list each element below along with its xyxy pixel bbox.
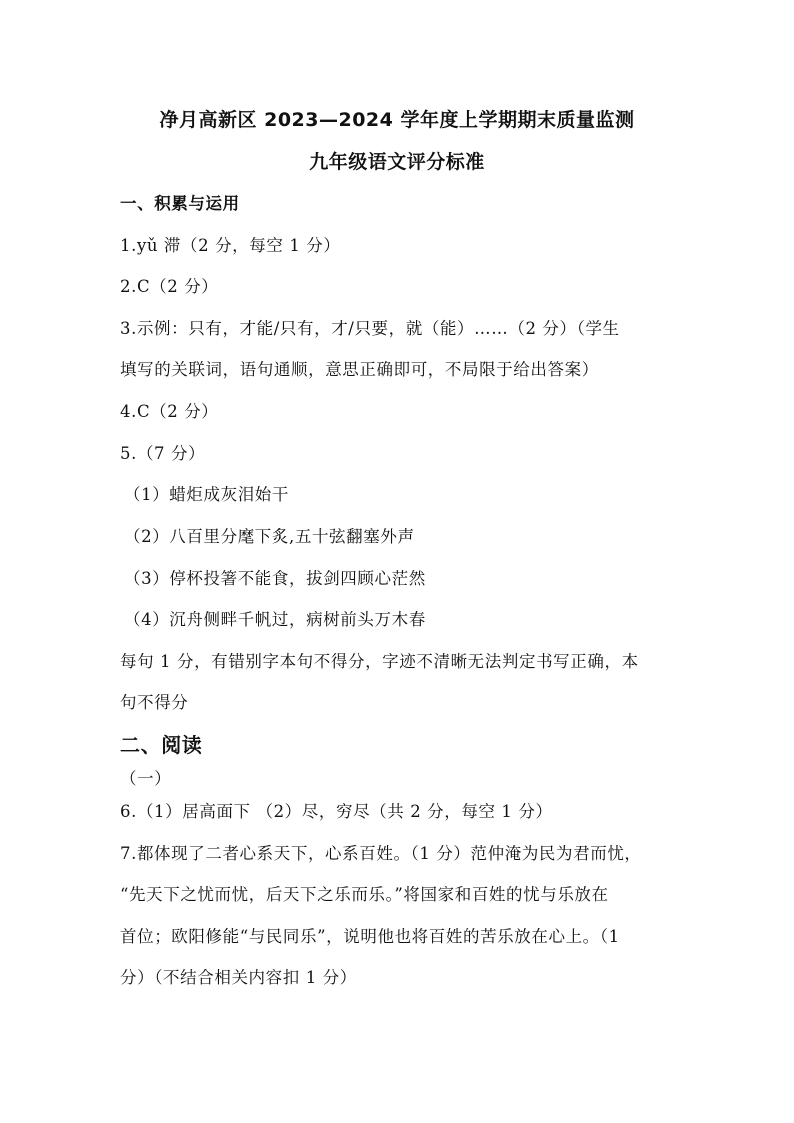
answer-q3-line2: 填写的关联词，语句通顺，意思正确即可，不局限于给出答案） bbox=[120, 360, 599, 379]
answer-q7-line2: “先天下之忧而忧，后天下之乐而乐。”将国家和百姓的忧与乐放在 bbox=[120, 885, 609, 904]
section-heading-1: 一、积累与运用 bbox=[120, 194, 240, 213]
answer-q7-line4: 分）（不结合相关内容扣 1 分） bbox=[120, 968, 357, 987]
answer-q5-item-2: （2）八百里分麾下炙,五十弦翻塞外声 bbox=[124, 527, 415, 546]
answer-q7-line3: 首位；欧阳修能“与民同乐”，说明他也将百姓的苦乐放在心上。（1 bbox=[120, 927, 620, 946]
answer-q7-line1: 7.都体现了二者心系天下，心系百姓。（1 分）范仲淹为民为君而忧， bbox=[120, 844, 642, 863]
subsection-1: （一） bbox=[120, 769, 172, 788]
answer-q4: 4.C（2 分） bbox=[120, 402, 219, 421]
document-subtitle: 九年级语文评分标准 bbox=[309, 151, 485, 173]
scoring-note-line2: 句不得分 bbox=[120, 693, 189, 712]
scoring-note-line1: 每句 1 分，有错别字本句不得分，字迹不清晰无法判定书写正确，本 bbox=[120, 652, 639, 671]
answer-q5-item-3: （3）停杯投箸不能食，拔剑四顾心茫然 bbox=[124, 569, 426, 588]
section-heading-2: 二、阅读 bbox=[120, 733, 203, 757]
document-title: 净月高新区 2023—2024 学年度上学期期末质量监测 bbox=[159, 109, 635, 131]
answer-q5-item-4: （4）沉舟侧畔千帆过，病树前头万木春 bbox=[124, 610, 426, 629]
answer-q6: 6.（1）居高面下 （2）尽，穷尽（共 2 分，每空 1 分） bbox=[120, 802, 553, 821]
answer-q5: 5.（7 分） bbox=[120, 444, 206, 463]
answer-q5-item-1: （1）蜡炬成灰泪始干 bbox=[124, 485, 289, 504]
answer-q2: 2.C（2 分） bbox=[120, 277, 219, 296]
answer-q1: 1.yǔ 滞（2 分，每空 1 分） bbox=[120, 236, 341, 255]
answer-q3-line1: 3.示例：只有，才能/只有，才/只要，就（能）……（2 分）（学生 bbox=[120, 319, 620, 338]
